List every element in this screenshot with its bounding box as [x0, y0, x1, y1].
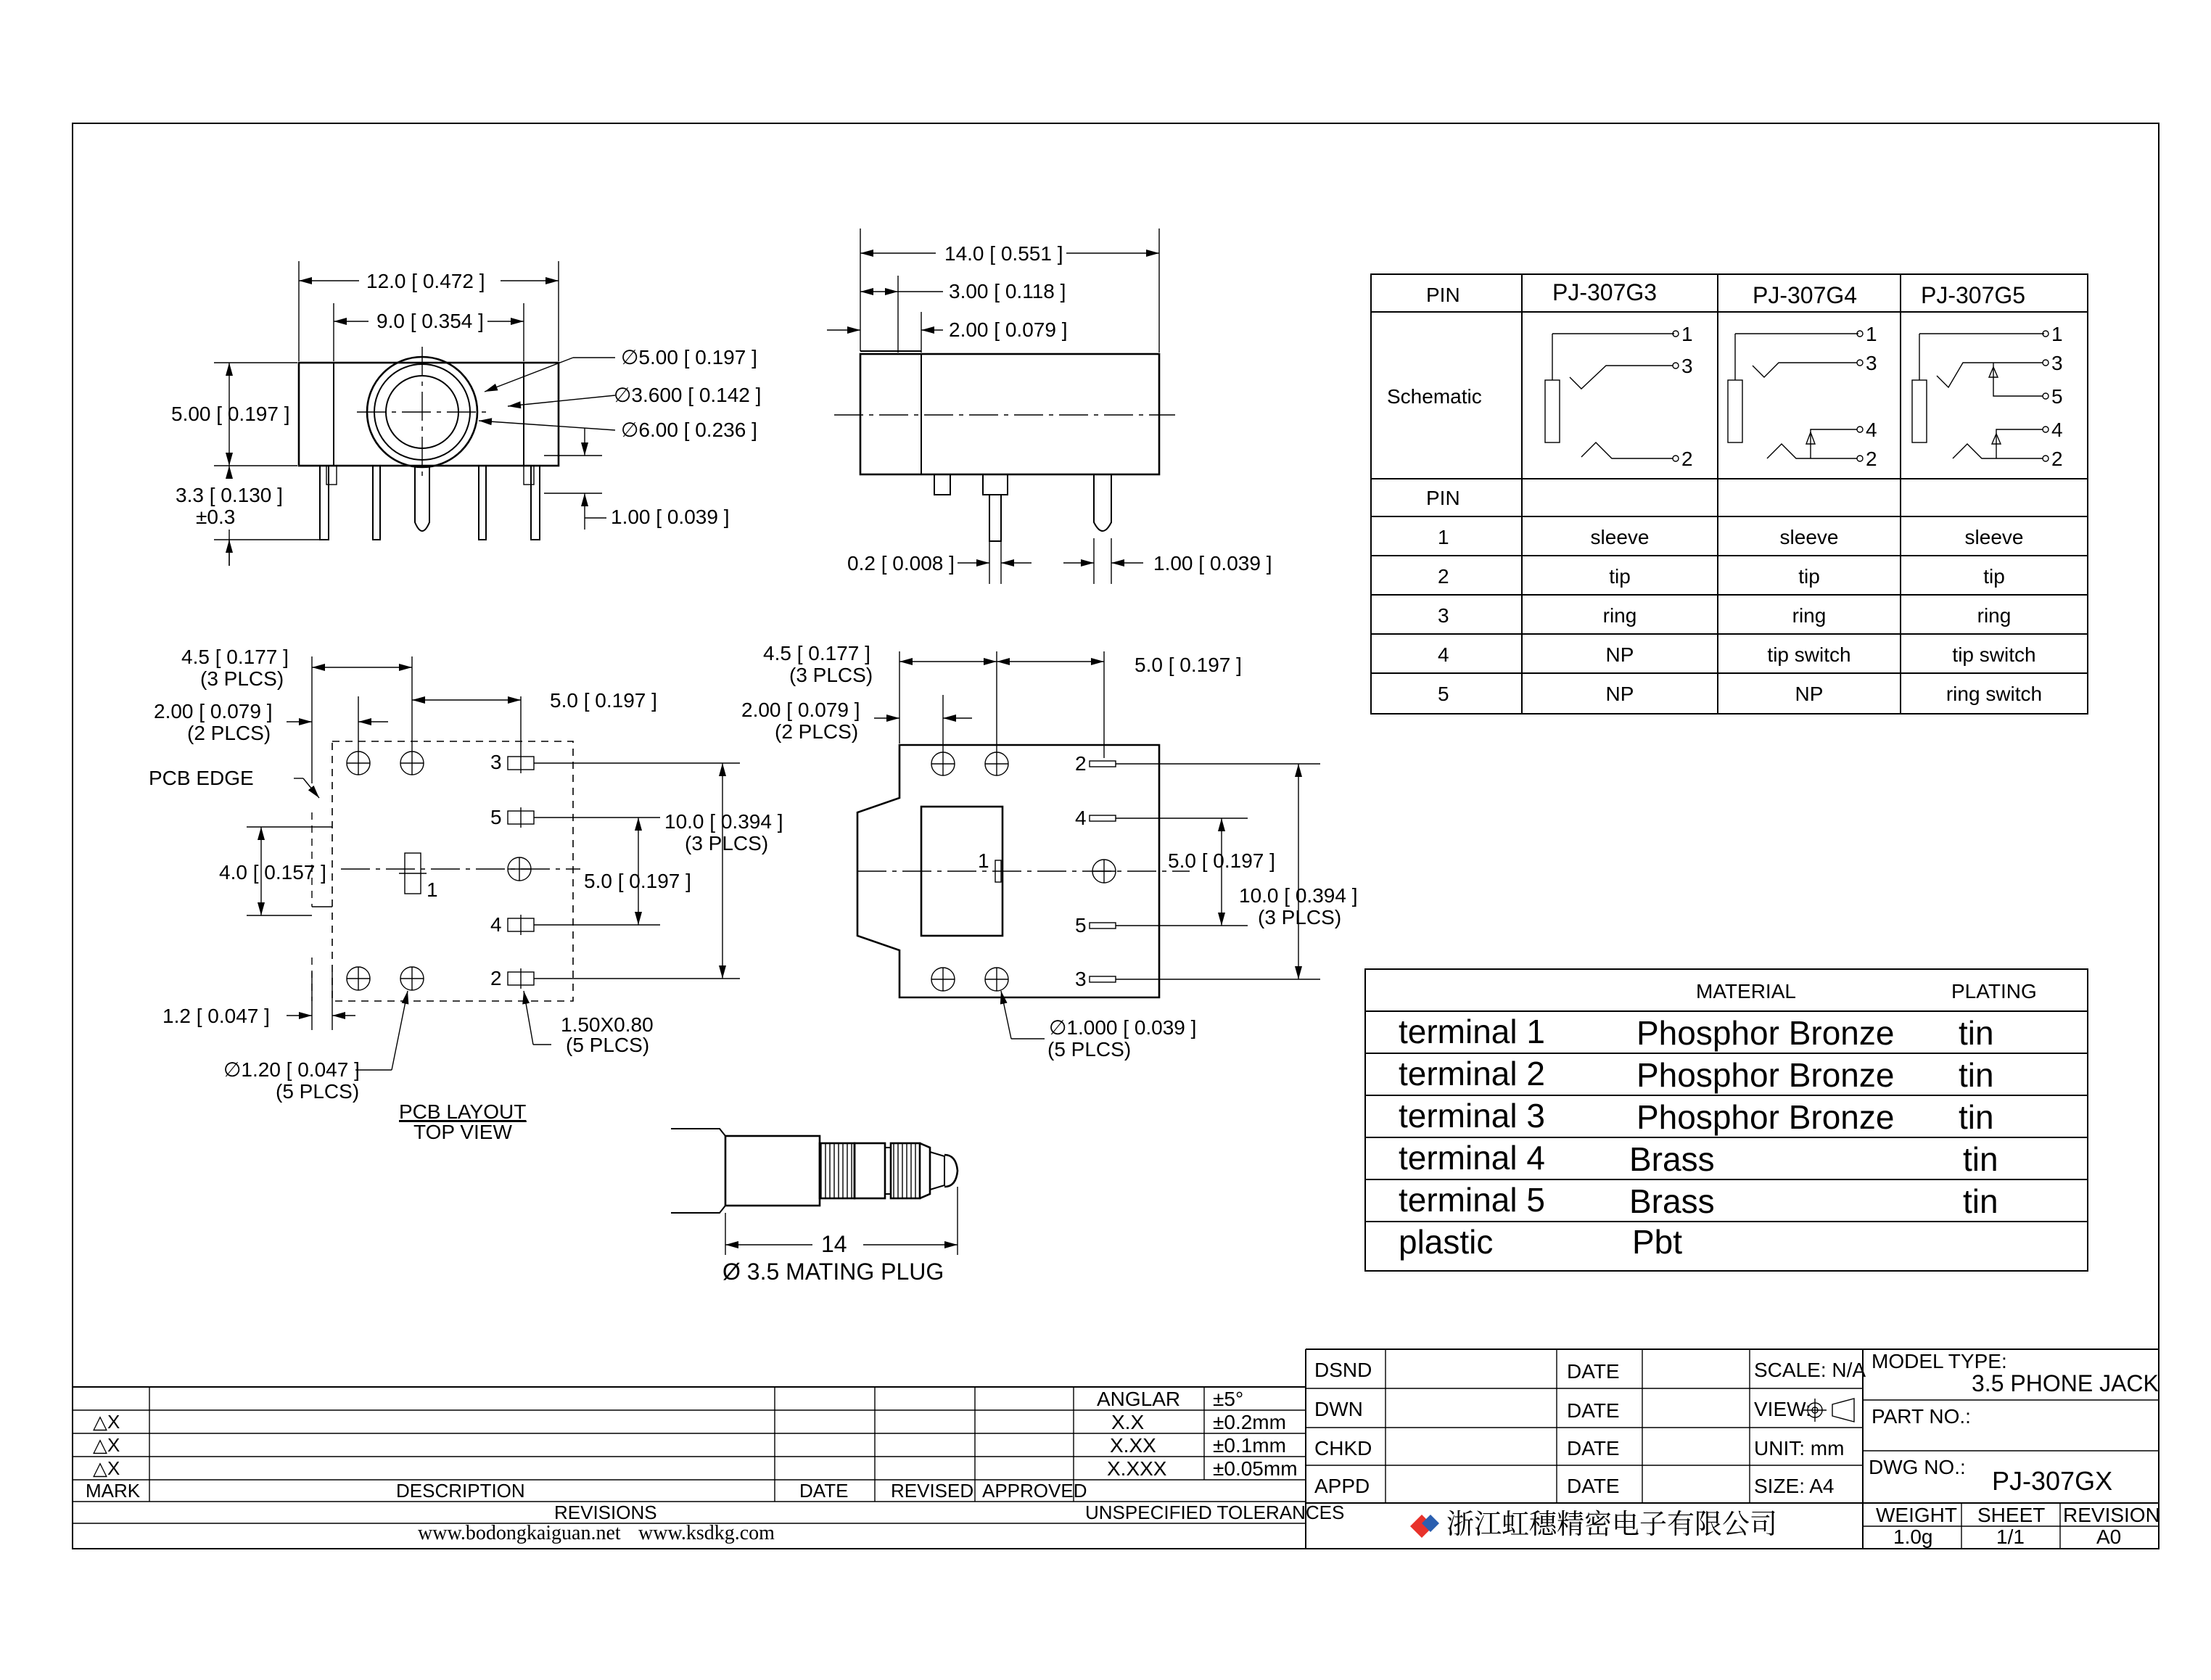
- svg-text:tin: tin: [1959, 1014, 1994, 1052]
- svg-text:DATE: DATE: [1567, 1399, 1620, 1422]
- svg-text:4: 4: [1866, 419, 1877, 441]
- svg-text:DWN: DWN: [1314, 1398, 1363, 1420]
- svg-text:ring switch: ring switch: [1946, 683, 2043, 705]
- svg-text:SCALE: N/A: SCALE: N/A: [1754, 1359, 1866, 1381]
- svg-text:ANGLAR: ANGLAR: [1097, 1388, 1181, 1410]
- svg-text:∅1.20 [ 0.047 ]: ∅1.20 [ 0.047 ]: [223, 1058, 360, 1081]
- svg-text:REVISED: REVISED: [891, 1480, 974, 1502]
- svg-text:APPD: APPD: [1314, 1475, 1370, 1497]
- svg-text:5: 5: [1075, 914, 1087, 936]
- svg-text:4.0 [ 0.157 ]: 4.0 [ 0.157 ]: [219, 861, 326, 884]
- svg-text:MATERIAL: MATERIAL: [1696, 980, 1796, 1002]
- svg-text:1: 1: [1681, 323, 1693, 345]
- svg-text:terminal 2: terminal 2: [1399, 1055, 1545, 1092]
- svg-text:5.0 [ 0.197 ]: 5.0 [ 0.197 ]: [1135, 654, 1242, 676]
- svg-text:1.0g: 1.0g: [1893, 1525, 1933, 1548]
- svg-text:terminal 3: terminal 3: [1399, 1097, 1545, 1135]
- svg-text:1.50X0.80: 1.50X0.80: [561, 1013, 654, 1036]
- svg-text:1.00 [ 0.039 ]: 1.00 [ 0.039 ]: [611, 506, 730, 528]
- svg-text:Phosphor Bronze: Phosphor Bronze: [1636, 1014, 1895, 1052]
- svg-text:(5 PLCS): (5 PLCS): [1047, 1038, 1132, 1061]
- svg-text:14: 14: [821, 1231, 847, 1257]
- svg-text:X.XXX: X.XXX: [1107, 1457, 1167, 1480]
- svg-text:2: 2: [2051, 448, 2063, 470]
- svg-text:12.0 [ 0.472 ]: 12.0 [ 0.472 ]: [366, 270, 485, 292]
- svg-text:(3 PLCS): (3 PLCS): [789, 664, 873, 686]
- svg-text:Schematic: Schematic: [1387, 385, 1482, 408]
- svg-text:1: 1: [1866, 323, 1877, 345]
- svg-text:PIN: PIN: [1426, 487, 1460, 509]
- svg-text:2.00 [ 0.079 ]: 2.00 [ 0.079 ]: [741, 699, 860, 721]
- material-row: [1399, 1055, 1994, 1094]
- svg-text:△X: △X: [93, 1457, 120, 1479]
- svg-text:9.0 [ 0.354 ]: 9.0 [ 0.354 ]: [376, 310, 484, 332]
- svg-text:PIN: PIN: [1426, 284, 1460, 306]
- svg-text:terminal 1: terminal 1: [1399, 1013, 1545, 1050]
- svg-text:±5°: ±5°: [1213, 1388, 1244, 1410]
- svg-text:4: 4: [490, 913, 502, 936]
- svg-text:△X: △X: [93, 1434, 120, 1456]
- svg-text:PJ-307G3: PJ-307G3: [1552, 279, 1658, 305]
- svg-text:ring: ring: [1602, 604, 1637, 627]
- svg-text:1/1: 1/1: [1996, 1525, 2025, 1548]
- sheet-border: [73, 123, 2159, 1549]
- svg-text:sleeve: sleeve: [1590, 526, 1650, 548]
- svg-text:4.5 [ 0.177 ]: 4.5 [ 0.177 ]: [763, 642, 870, 664]
- svg-text:tip: tip: [1798, 565, 1820, 588]
- svg-text:tin: tin: [1963, 1182, 1998, 1220]
- svg-text:±0.3: ±0.3: [196, 506, 236, 528]
- svg-text:10.0 [ 0.394 ]: 10.0 [ 0.394 ]: [664, 810, 783, 833]
- svg-text:tip: tip: [1609, 565, 1631, 588]
- svg-text:PJ-307G5: PJ-307G5: [1921, 282, 2026, 308]
- svg-text:∅1.000 [ 0.039 ]: ∅1.000 [ 0.039 ]: [1049, 1016, 1197, 1039]
- svg-text:5: 5: [490, 806, 502, 828]
- svg-text:DSND: DSND: [1314, 1359, 1372, 1381]
- svg-text:0.2 [ 0.008 ]: 0.2 [ 0.008 ]: [847, 552, 955, 575]
- svg-text:PJ-307G4: PJ-307G4: [1753, 282, 1858, 308]
- svg-text:10.0 [ 0.394 ]: 10.0 [ 0.394 ]: [1239, 884, 1358, 907]
- svg-text:DWG NO.:: DWG NO.:: [1869, 1456, 1966, 1478]
- svg-text:DATE: DATE: [1567, 1437, 1620, 1459]
- svg-text:Phosphor Bronze: Phosphor Bronze: [1636, 1056, 1895, 1094]
- svg-text:4.5 [ 0.177 ]: 4.5 [ 0.177 ]: [181, 646, 289, 668]
- svg-text:tin: tin: [1959, 1098, 1994, 1136]
- svg-text:PLATING: PLATING: [1951, 980, 2037, 1002]
- svg-text:5.0 [ 0.197 ]: 5.0 [ 0.197 ]: [1168, 849, 1275, 872]
- svg-text:±0.2mm: ±0.2mm: [1213, 1411, 1286, 1433]
- svg-text:PCB LAYOUT: PCB LAYOUT: [399, 1100, 527, 1123]
- svg-text:Brass: Brass: [1629, 1140, 1715, 1178]
- company-logo-icon: [1410, 1515, 1439, 1538]
- svg-text:(3 PLCS): (3 PLCS): [200, 667, 284, 690]
- svg-text:3.00 [ 0.118 ]: 3.00 [ 0.118 ]: [949, 280, 1066, 302]
- pin-table-row: [1438, 565, 2005, 588]
- svg-text:tip: tip: [1983, 565, 2005, 588]
- svg-text:sleeve: sleeve: [1964, 526, 2024, 548]
- svg-text:UNSPECIFIED TOLERANCES: UNSPECIFIED TOLERANCES: [1085, 1502, 1345, 1523]
- svg-text:5: 5: [2051, 385, 2063, 408]
- svg-text:ring: ring: [1792, 604, 1827, 627]
- svg-text:Pbt: Pbt: [1632, 1223, 1683, 1261]
- svg-text:1: 1: [2051, 323, 2063, 345]
- side-view: [827, 228, 1272, 584]
- svg-text:△X: △X: [93, 1411, 120, 1433]
- svg-text:NP: NP: [1795, 683, 1824, 705]
- material-row: [1399, 1223, 1682, 1261]
- svg-text:2: 2: [1438, 565, 1449, 588]
- svg-text:NP: NP: [1605, 683, 1634, 705]
- svg-text:3: 3: [1438, 604, 1449, 627]
- mating-plug: [671, 1129, 958, 1285]
- material-row: [1399, 1013, 1994, 1052]
- material-row: [1399, 1097, 1994, 1136]
- svg-text:3.5 PHONE JACK: 3.5 PHONE JACK: [1972, 1370, 2159, 1396]
- svg-text:PCB EDGE: PCB EDGE: [149, 767, 254, 789]
- svg-text:VIEW:: VIEW:: [1754, 1398, 1811, 1420]
- svg-text:(5 PLCS): (5 PLCS): [566, 1034, 650, 1056]
- svg-text:tip switch: tip switch: [1767, 643, 1851, 666]
- svg-text:1: 1: [427, 878, 438, 901]
- tolerances-block: [1085, 1349, 1344, 1549]
- svg-text:terminal 4: terminal 4: [1399, 1139, 1545, 1177]
- svg-text:NP: NP: [1605, 643, 1634, 666]
- svg-text:3: 3: [1866, 352, 1877, 374]
- pin-table-row: [1438, 604, 2011, 627]
- title-block: [1306, 1349, 2160, 1549]
- svg-text:2: 2: [490, 967, 502, 989]
- svg-text:tin: tin: [1963, 1140, 1998, 1178]
- svg-text:TOP VIEW: TOP VIEW: [413, 1121, 512, 1143]
- svg-text:±0.1mm: ±0.1mm: [1213, 1434, 1286, 1457]
- bottom-view: [741, 642, 1357, 1061]
- svg-text:Phosphor Bronze: Phosphor Bronze: [1636, 1098, 1895, 1136]
- svg-text:5.0 [ 0.197 ]: 5.0 [ 0.197 ]: [584, 870, 691, 892]
- svg-text:2: 2: [1681, 448, 1693, 470]
- svg-text:www.ksdkg.com: www.ksdkg.com: [638, 1522, 775, 1544]
- svg-text:∅5.00 [ 0.197 ]: ∅5.00 [ 0.197 ]: [621, 346, 757, 368]
- pin-table: [1371, 274, 2088, 714]
- svg-text:(2 PLCS): (2 PLCS): [187, 722, 271, 744]
- material-row: [1399, 1139, 1998, 1178]
- svg-text:tip switch: tip switch: [1952, 643, 2036, 666]
- svg-text:tin: tin: [1959, 1056, 1994, 1094]
- svg-text:X.X: X.X: [1111, 1411, 1145, 1433]
- svg-text:(5 PLCS): (5 PLCS): [276, 1080, 360, 1103]
- svg-text:∅6.00 [ 0.236 ]: ∅6.00 [ 0.236 ]: [621, 419, 757, 441]
- svg-text:REVISIONS: REVISIONS: [554, 1502, 657, 1523]
- svg-text:DATE: DATE: [1567, 1360, 1620, 1383]
- material-table: [1365, 969, 2088, 1271]
- svg-text:2.00 [ 0.079 ]: 2.00 [ 0.079 ]: [154, 700, 273, 722]
- svg-text:ring: ring: [1977, 604, 2012, 627]
- svg-text:4: 4: [2051, 419, 2063, 441]
- svg-text:1: 1: [978, 849, 989, 872]
- svg-text:MARK: MARK: [86, 1480, 141, 1502]
- pin-table-row: [1438, 643, 2036, 666]
- svg-text:浙江虹穗精密电子有限公司: 浙江虹穗精密电子有限公司: [1446, 1510, 1778, 1540]
- schematic-g5: [1912, 323, 2063, 470]
- svg-text:WEIGHT: WEIGHT: [1876, 1504, 1957, 1526]
- schematic-g3: [1545, 323, 1693, 470]
- svg-text:4: 4: [1438, 643, 1449, 666]
- svg-text:DESCRIPTION: DESCRIPTION: [396, 1480, 525, 1502]
- svg-text:plastic: plastic: [1399, 1223, 1494, 1261]
- svg-text:MODEL TYPE:: MODEL TYPE:: [1872, 1350, 2007, 1372]
- svg-text:±0.05mm: ±0.05mm: [1213, 1457, 1298, 1480]
- svg-text:terminal 5: terminal 5: [1399, 1181, 1545, 1219]
- pcb-layout-view: [149, 646, 783, 1143]
- svg-text:3.3 [ 0.130 ]: 3.3 [ 0.130 ]: [176, 484, 283, 506]
- svg-text:1.2 [ 0.047 ]: 1.2 [ 0.047 ]: [162, 1005, 270, 1027]
- schematic-g4: [1728, 323, 1877, 470]
- svg-text:5: 5: [1438, 683, 1449, 705]
- svg-text:∅3.600 [ 0.142 ]: ∅3.600 [ 0.142 ]: [614, 384, 762, 406]
- svg-text:Brass: Brass: [1629, 1182, 1715, 1220]
- svg-text:sleeve: sleeve: [1779, 526, 1839, 548]
- svg-text:DATE: DATE: [1567, 1475, 1620, 1497]
- svg-text:2.00 [ 0.079 ]: 2.00 [ 0.079 ]: [949, 318, 1068, 341]
- svg-text:DATE: DATE: [799, 1480, 849, 1502]
- svg-text:PART NO.:: PART NO.:: [1872, 1405, 1971, 1428]
- svg-text:UNIT: mm: UNIT: mm: [1754, 1437, 1845, 1459]
- svg-text:(3 PLCS): (3 PLCS): [685, 832, 769, 855]
- svg-text:3: 3: [2051, 352, 2063, 374]
- svg-text:www.bodongkaiguan.net: www.bodongkaiguan.net: [418, 1522, 621, 1544]
- svg-text:(3 PLCS): (3 PLCS): [1258, 906, 1342, 928]
- svg-text:SHEET: SHEET: [1977, 1504, 2046, 1526]
- svg-text:SIZE: A4: SIZE: A4: [1754, 1475, 1835, 1497]
- svg-text:CHKD: CHKD: [1314, 1437, 1372, 1459]
- svg-text:2: 2: [1075, 752, 1087, 775]
- pin-table-row: [1438, 683, 2042, 705]
- svg-text:14.0 [ 0.551 ]: 14.0 [ 0.551 ]: [944, 242, 1063, 265]
- svg-text:1.00 [ 0.039 ]: 1.00 [ 0.039 ]: [1153, 552, 1272, 575]
- pin-table-row: [1438, 526, 2023, 548]
- front-view: [171, 261, 761, 566]
- svg-text:APPROVED: APPROVED: [982, 1480, 1087, 1502]
- svg-text:3: 3: [490, 751, 502, 773]
- svg-text:2: 2: [1866, 448, 1877, 470]
- svg-text:5.00 [ 0.197 ]: 5.00 [ 0.197 ]: [171, 403, 290, 425]
- svg-text:REVISION: REVISION: [2063, 1504, 2160, 1526]
- svg-text:3: 3: [1681, 355, 1693, 377]
- svg-text:A0: A0: [2096, 1525, 2122, 1548]
- svg-text:3: 3: [1075, 968, 1087, 990]
- svg-text:1: 1: [1438, 526, 1449, 548]
- svg-text:5.0 [ 0.197 ]: 5.0 [ 0.197 ]: [550, 689, 657, 712]
- svg-text:4: 4: [1075, 807, 1087, 829]
- svg-text:(2 PLCS): (2 PLCS): [775, 720, 859, 743]
- svg-text:Ø 3.5 MATING PLUG: Ø 3.5 MATING PLUG: [722, 1259, 944, 1285]
- material-row: [1399, 1181, 1998, 1220]
- svg-text:X.XX: X.XX: [1110, 1434, 1156, 1457]
- svg-text:PJ-307GX: PJ-307GX: [1992, 1466, 2113, 1496]
